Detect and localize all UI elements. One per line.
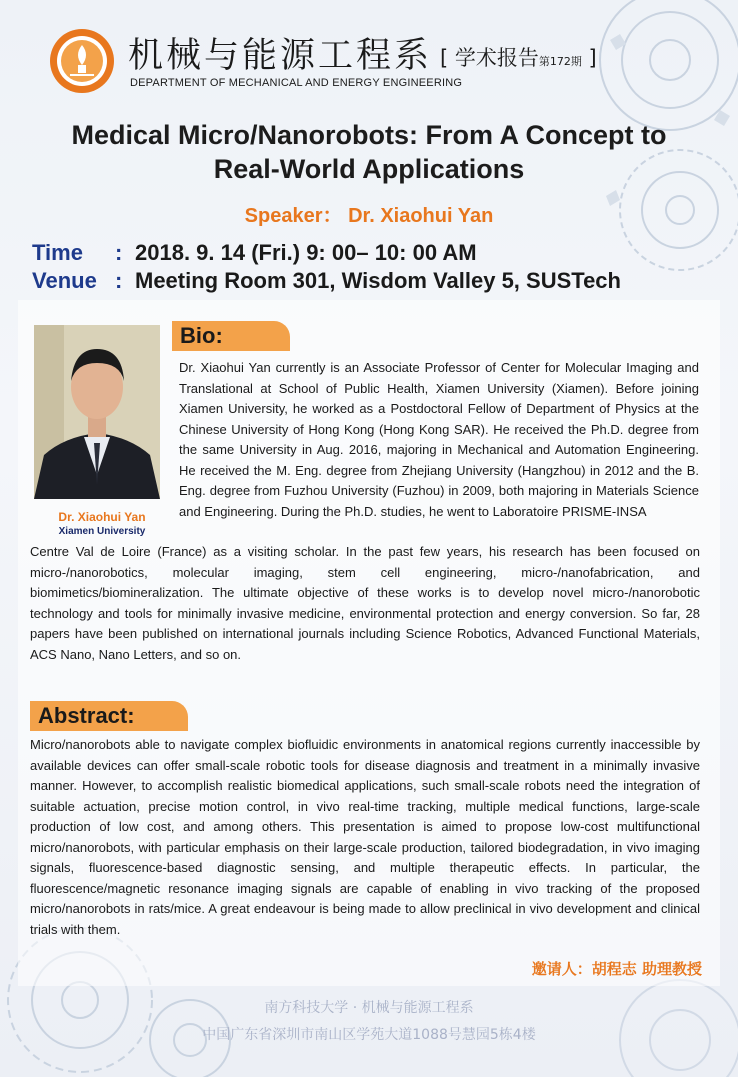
venue-colon: : bbox=[115, 268, 123, 293]
speaker-line bbox=[0, 199, 738, 228]
venue-label: Venue bbox=[32, 268, 97, 293]
bio-text-bottom: Centre Val de Loire (France) as a visiting scholar. In the past few years, his research has been focused on micro-/nanorobotics, molecular imaging, stem cell engineering, micro-/nanofabrication, and biomimetics/biomineralization. The ultimate objective of these works is to develop novel micro-/nanorobotic technology and tools for minimally invasive medicine, environmental protection and energy conversion. So far, 28 papers have been published on international journals including Science Robotics, Advanced Functional Materials, ACS Nano, Nano Letters, and so on. bbox=[30, 544, 700, 662]
issue-number: 第172期 bbox=[538, 55, 582, 68]
time-colon: : bbox=[115, 240, 123, 265]
report-tag: [ 学术报告第172期 ] bbox=[440, 46, 597, 70]
bio-text-top: Dr. Xiaohui Yan currently is an Associate Professor of Center for Molecular Imaging and Translational at School of Public Health, Xiamen University (Xiamen). Before joining Xiamen University, he worked as a Postdoctoral Fellow of Department of Physics at the Chinese University of Hong Kong (Hong Kong SAR). He received the Ph.D. degree from the same University in Aug. 2016, majoring in Mechanical and Automation Engineering. He received the M. Eng. degree from Zhejiang University (Hangzhou) in 2012 and the B. Eng. degree from Fuzhou University (Fuzhou) in 2009, both majoring in Materials Science and Engineering. During the Ph.D. studies, he went to Laboratoire PRISME-INSA bbox=[179, 360, 699, 519]
speaker-photo-affiliation: Xiamen University bbox=[58, 526, 146, 537]
speaker-photo-name: Dr. Xiaohui Yan bbox=[58, 510, 146, 524]
footer-institution: 南方科技大学 · 机械与能源工程系 bbox=[264, 1000, 474, 1016]
talk-title bbox=[20, 118, 718, 186]
bio-heading: Bio: bbox=[180, 323, 223, 348]
footer-address: 中国广东省深圳市南山区学苑大道1088号慧园5栋4楼 bbox=[202, 1027, 536, 1043]
speaker-portrait-image bbox=[34, 325, 160, 499]
speaker-label: Speaker： bbox=[244, 205, 343, 227]
department-name-chinese: 机械与能源工程系 bbox=[128, 36, 433, 76]
abstract-text: Micro/nanorobots able to navigate complex biofluidic environments in anatomical regions currently inaccessible by available devices can offer small-scale robotic tools for disease diagnosis and treatment in a minimally invasive manner. However, to accomplish realistic biomedical applications, such small-scale robots need the integration of suitable actuation, precise motion control, in vivo real-time tracking, multiple medical functions, large-scale production of low cost, and among others. This presentation is aimed to propose low-cost multifunctional micro/nanorobots, with particular emphasis on their large-scale production, tailored biodegradation, in vivo imaging signals, fluorescence-based diagnostic sensing, and multiple therapeutic effects. In particular, the fluorescence/magnetic resonance imaging signals are capable of enabling in vivo tracking of the proposed micro/nanorobots in rats/mice. A great endeavour is being made to allow preclinical in vivo development and clinical trials with them. bbox=[30, 737, 700, 937]
time-label: Time bbox=[32, 240, 83, 265]
abstract-heading: Abstract: bbox=[38, 703, 135, 728]
poster-header bbox=[0, 0, 738, 100]
time-value: 2018. 9. 14 (Fri.) 9: 00– 10: 00 AM bbox=[135, 240, 477, 265]
talk-title-line2: Real-World Applications bbox=[213, 154, 525, 184]
report-tag-label: 学术报告 bbox=[454, 46, 539, 70]
venue-row bbox=[32, 268, 621, 294]
inviter: 邀请人：胡程志 助理教授 bbox=[531, 960, 702, 978]
speaker-photo bbox=[34, 325, 160, 499]
department-name-english: DEPARTMENT OF MECHANICAL AND ENERGY ENGINEERING bbox=[130, 77, 463, 89]
venue-value: Meeting Room 301, Wisdom Valley 5, SUSTech bbox=[135, 268, 621, 293]
talk-title-line1: Medical Micro/Nanorobots: From A Concept to bbox=[71, 120, 667, 150]
speaker-name: Dr. Xiaohui Yan bbox=[348, 205, 494, 227]
university-seal-logo bbox=[48, 27, 116, 95]
time-row bbox=[32, 240, 477, 266]
